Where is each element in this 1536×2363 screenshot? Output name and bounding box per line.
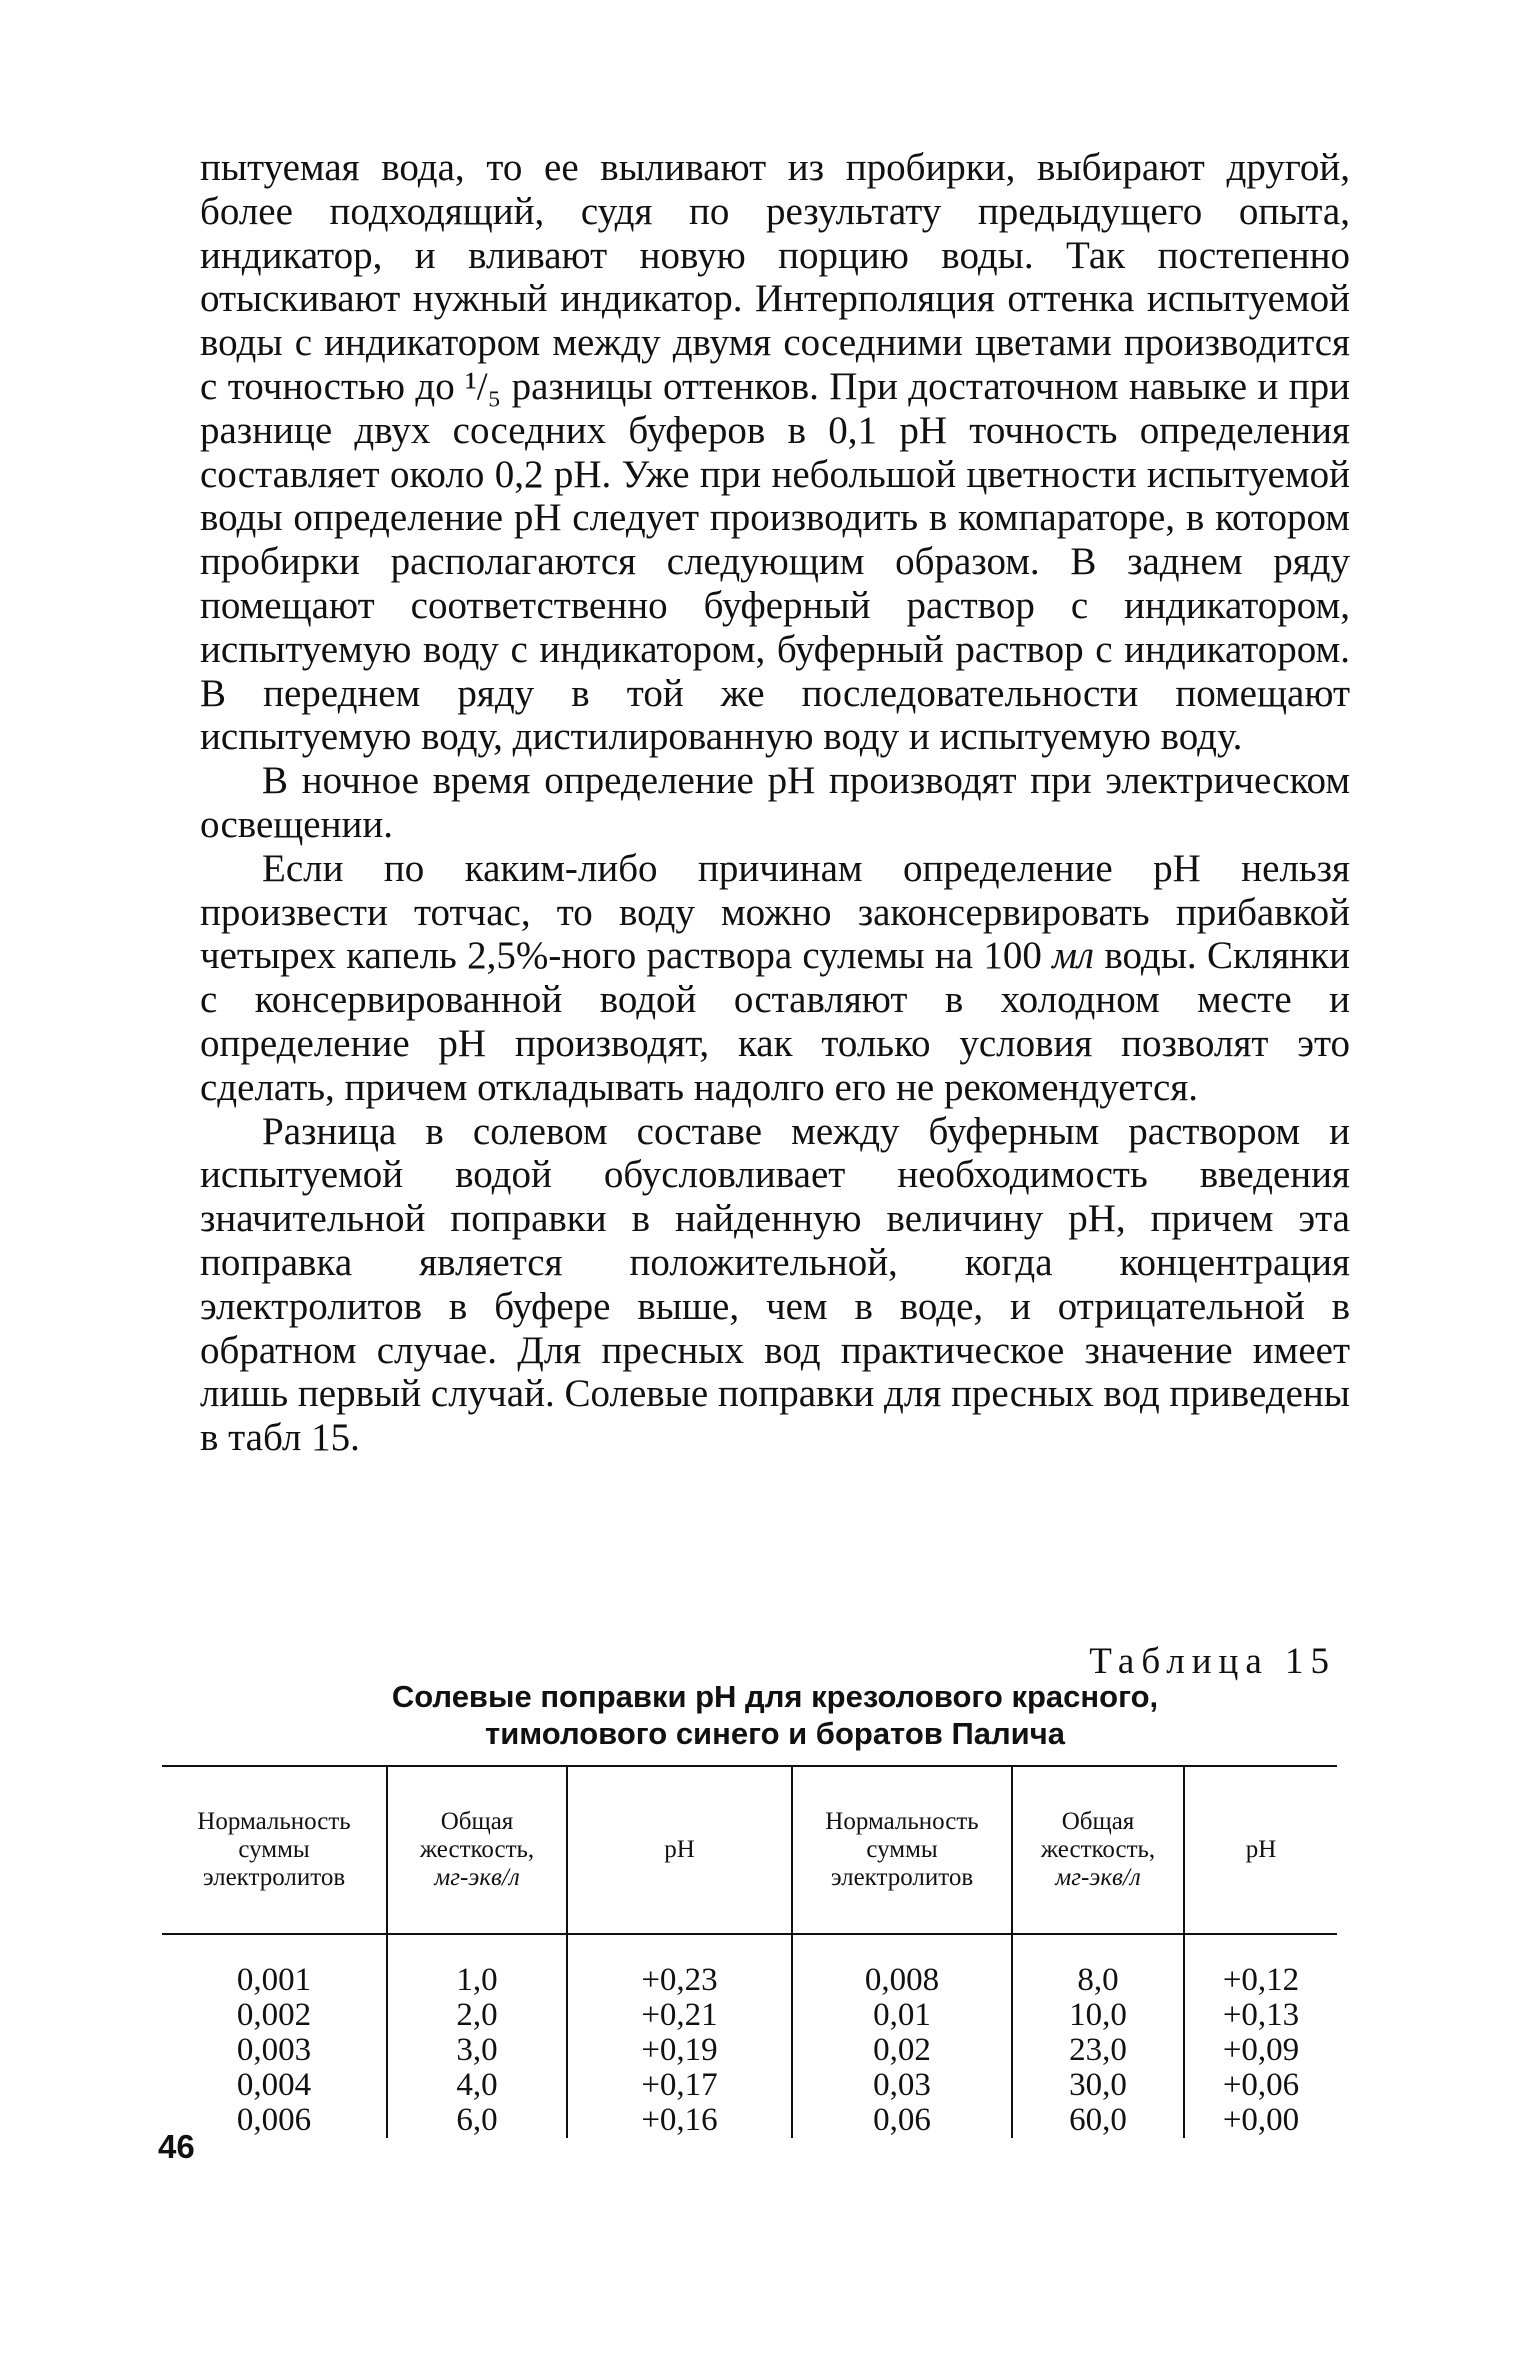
cell-ph: +0,12 <box>1222 1962 1300 1998</box>
paragraph-3-start: Если по каким-либо причинам определение рН нельзя произвести тотчас, то воду можно законсервировать прибавкой четырех капель 2,5%-ного раствора сулемы на 100 <box>200 846 1350 978</box>
header-hardness-label: Общая жесткость, <box>1040 1808 1156 1863</box>
table-title-line-1: Солевые поправки рН для крезолового красного, <box>391 1679 1159 1714</box>
table-row <box>162 2033 1337 2068</box>
cell-normality: 0,002 <box>162 1998 387 2033</box>
cell-hardness: 60,0 <box>1012 2103 1184 2138</box>
cell-ph: +0,19 <box>567 2033 792 2068</box>
cell-normality: 0,008 <box>792 1934 1012 1998</box>
table-label: Таблица 15 <box>1089 1641 1336 1682</box>
cell-ph: +0,13 <box>1222 1997 1300 2033</box>
header-hardness-unit: мг-экв/л <box>1055 1864 1141 1891</box>
cell-ph: +0,17 <box>567 2068 792 2103</box>
cell-hardness: 30,0 <box>1012 2068 1184 2103</box>
table-title-line-2: тимолового синего и боратов Палича <box>485 1716 1065 1751</box>
cell-ph: +0,09 <box>1222 2032 1300 2068</box>
cell-hardness: 2,0 <box>387 1998 567 2033</box>
table-row <box>162 1998 1337 2033</box>
cell-normality: 0,02 <box>792 2033 1012 2068</box>
cell-normality: 0,003 <box>162 2033 387 2068</box>
page-number: 46 <box>158 2128 195 2165</box>
cell-ph: +0,00 <box>1222 2102 1300 2138</box>
cell-normality: 0,006 <box>162 2103 387 2138</box>
header-hardness-1 <box>387 1766 567 1934</box>
unit-ml: мл <box>1052 934 1095 978</box>
header-hardness-unit: мг-экв/л <box>434 1864 520 1891</box>
header-hardness-label: Общая жесткость, <box>419 1808 535 1863</box>
table-title <box>200 1678 1350 1752</box>
paragraph-1: пытуемая вода, то ее выливают из пробирки, выбирают другой, более подходящий, судя по результату предыдущего опыта, индикатор, и вливают новую порцию воды. Так постепенно отыскивают нужный индикатор. Интерполяция оттенка испытуемой воды с индикатором между двумя соседними цветами производится с точностью до ¹/₅ разницы оттенков. При достаточном навыке и при разнице двух соседних буферов в 0,1 рН точность определения составляет около 0,2 рН. Уже при небольшой цветности испытуемой воды определение рН следует производить в компараторе, в котором пробирки располагаются следующим образом. В заднем ряду помещают соответственно буферный раствор с индикатором, испытуемую воду с индикатором, буферный раствор с индикатором. В переднем ряду в той же последовательности помещают испытуемую воду, дистилированную воду и испытуемую воду. <box>200 146 1350 759</box>
cell-normality: 0,01 <box>792 1998 1012 2033</box>
header-hardness-2 <box>1012 1766 1184 1934</box>
paragraph-2: В ночное время определение рН производят при электрическом освещении. <box>200 759 1350 846</box>
cell-hardness: 1,0 <box>387 1934 567 1998</box>
cell-hardness: 23,0 <box>1012 2033 1184 2068</box>
header-ph-1: рН <box>567 1766 792 1934</box>
cell-hardness: 10,0 <box>1012 1998 1184 2033</box>
body-text <box>200 146 1350 1460</box>
cell-normality: 0,03 <box>792 2068 1012 2103</box>
cell-ph: +0,16 <box>567 2103 792 2138</box>
table-row <box>162 2068 1337 2103</box>
cell-hardness: 6,0 <box>387 2103 567 2138</box>
table-row <box>162 1934 1337 1998</box>
cell-ph: +0,21 <box>567 1998 792 2033</box>
header-normality-1: Нормальность суммы электролитов <box>162 1766 387 1934</box>
paragraph-3-end: воды. Склянки с консервированной водой оставляют в холодном месте и определение рН производят, как только условия позволят это сделать, причем откладывать надолго его не рекомендуется. <box>200 934 1350 1109</box>
cell-normality: 0,06 <box>792 2103 1012 2138</box>
cell-ph: +0,06 <box>1222 2067 1300 2103</box>
header-normality-2: Нормальность суммы электролитов <box>792 1766 1012 1934</box>
paragraph-4: Разница в солевом составе между буферным раствором и испытуемой водой обусловливает необходимость введения значительной поправки в найденную величину рН, причем эта поправка является положительной, когда концентрация электролитов в буфере выше, чем в воде, и отрицательной в обратном случае. Для пресных вод практическое значение имеет лишь первый случай. Солевые поправки для пресных вод приведены в табл 15. <box>200 1109 1350 1460</box>
cell-hardness: 4,0 <box>387 2068 567 2103</box>
salt-corrections-table <box>162 1765 1337 2138</box>
table-header-row <box>162 1766 1337 1934</box>
table-container <box>162 1765 1337 2138</box>
cell-normality: 0,001 <box>162 1934 387 1998</box>
table-row <box>162 2103 1337 2138</box>
cell-hardness: 3,0 <box>387 2033 567 2068</box>
cell-hardness: 8,0 <box>1012 1934 1184 1998</box>
paragraph-3 <box>200 847 1350 1110</box>
cell-ph: +0,23 <box>567 1934 792 1998</box>
header-ph-2: рН <box>1184 1766 1337 1934</box>
cell-normality: 0,004 <box>162 2068 387 2103</box>
